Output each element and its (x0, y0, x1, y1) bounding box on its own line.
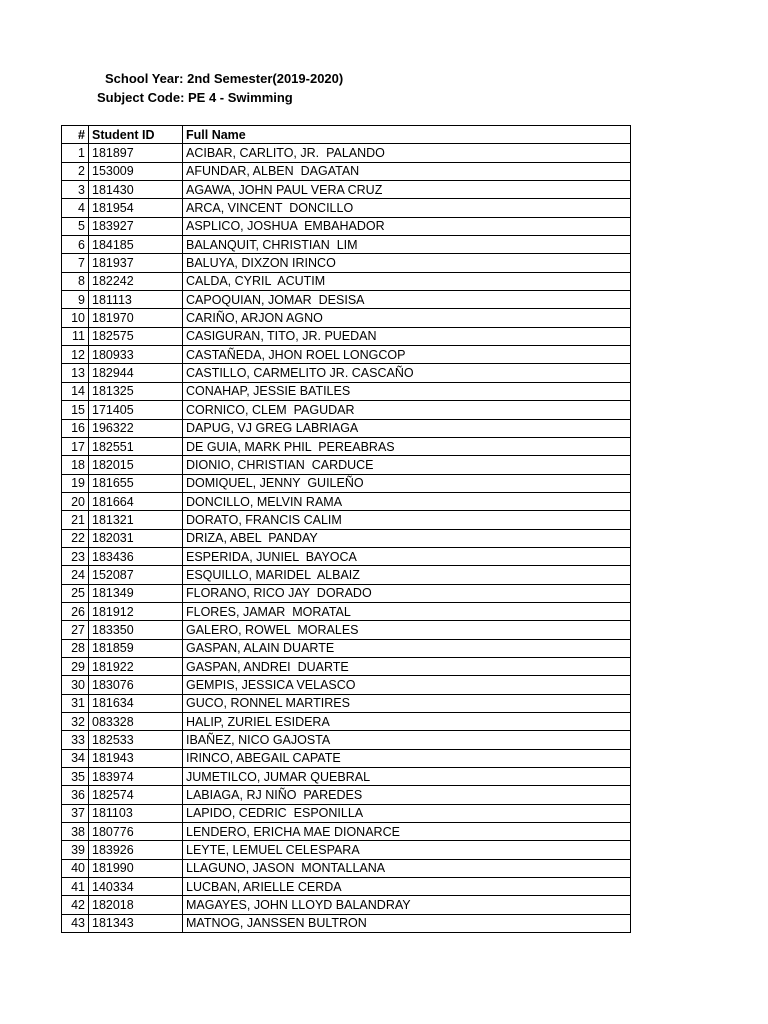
row-number-cell: 10 (62, 309, 89, 327)
table-row (62, 859, 631, 877)
row-number-cell: 12 (62, 346, 89, 364)
table-row (62, 547, 631, 565)
student-id-cell: 183350 (89, 621, 183, 639)
full-name-cell: DORATO, FRANCIS CALIM (183, 511, 631, 529)
school-year-heading: School Year: 2nd Semester(2019-2020) (105, 71, 344, 86)
student-id-cell: 182031 (89, 529, 183, 547)
row-number-cell: 19 (62, 474, 89, 492)
student-id-cell: 181897 (89, 144, 183, 162)
student-id-cell: 182533 (89, 731, 183, 749)
column-header-student-id: Student ID (89, 126, 183, 144)
row-number-cell: 34 (62, 749, 89, 767)
table-row (62, 382, 631, 400)
student-id-cell: 181349 (89, 584, 183, 602)
student-id-cell: 140334 (89, 878, 183, 896)
full-name-cell: ESPERIDA, JUNIEL BAYOCA (183, 547, 631, 565)
row-number-cell: 43 (62, 914, 89, 932)
full-name-cell: DAPUG, VJ GREG LABRIAGA (183, 419, 631, 437)
table-row (62, 768, 631, 786)
student-id-cell: 180776 (89, 823, 183, 841)
student-id-cell: 182015 (89, 456, 183, 474)
table-row (62, 566, 631, 584)
student-id-cell: 182018 (89, 896, 183, 914)
student-id-cell: 181990 (89, 859, 183, 877)
row-number-cell: 6 (62, 236, 89, 254)
table-row (62, 401, 631, 419)
full-name-cell: DOMIQUEL, JENNY GUILEÑO (183, 474, 631, 492)
table-row (62, 713, 631, 731)
full-name-cell: ASPLICO, JOSHUA EMBAHADOR (183, 217, 631, 235)
table-row (62, 236, 631, 254)
table-row (62, 199, 631, 217)
full-name-cell: CONAHAP, JESSIE BATILES (183, 382, 631, 400)
table-row (62, 694, 631, 712)
row-number-cell: 2 (62, 162, 89, 180)
student-id-cell: 182574 (89, 786, 183, 804)
subject-code-heading: Subject Code: PE 4 - Swimming (97, 90, 293, 105)
row-number-cell: 11 (62, 327, 89, 345)
full-name-cell: AFUNDAR, ALBEN DAGATAN (183, 162, 631, 180)
row-number-cell: 20 (62, 492, 89, 510)
row-number-cell: 42 (62, 896, 89, 914)
table-row (62, 584, 631, 602)
table-row (62, 181, 631, 199)
full-name-cell: AGAWA, JOHN PAUL VERA CRUZ (183, 181, 631, 199)
table-row (62, 346, 631, 364)
student-id-cell: 181655 (89, 474, 183, 492)
student-id-cell: 181634 (89, 694, 183, 712)
table-row (62, 456, 631, 474)
table-row (62, 437, 631, 455)
full-name-cell: LEYTE, LEMUEL CELESPARA (183, 841, 631, 859)
full-name-cell: CALDA, CYRIL ACUTIM (183, 272, 631, 290)
student-id-cell: 181912 (89, 602, 183, 620)
student-id-cell: 153009 (89, 162, 183, 180)
full-name-cell: GASPAN, ALAIN DUARTE (183, 639, 631, 657)
table-row (62, 419, 631, 437)
table-row (62, 786, 631, 804)
student-id-cell: 152087 (89, 566, 183, 584)
student-roster-table (61, 125, 631, 933)
student-id-cell: 181970 (89, 309, 183, 327)
table-row (62, 914, 631, 932)
full-name-cell: GEMPIS, JESSICA VELASCO (183, 676, 631, 694)
row-number-cell: 13 (62, 364, 89, 382)
row-number-cell: 15 (62, 401, 89, 419)
row-number-cell: 22 (62, 529, 89, 547)
row-number-cell: 29 (62, 657, 89, 675)
student-id-cell: 181664 (89, 492, 183, 510)
student-id-cell: 182944 (89, 364, 183, 382)
table-row (62, 804, 631, 822)
full-name-cell: GASPAN, ANDREI DUARTE (183, 657, 631, 675)
table-row (62, 823, 631, 841)
full-name-cell: MAGAYES, JOHN LLOYD BALANDRAY (183, 896, 631, 914)
student-id-cell: 183974 (89, 768, 183, 786)
student-id-cell: 181103 (89, 804, 183, 822)
row-number-cell: 30 (62, 676, 89, 694)
student-id-cell: 181430 (89, 181, 183, 199)
student-id-cell: 181922 (89, 657, 183, 675)
table-row (62, 511, 631, 529)
row-number-cell: 35 (62, 768, 89, 786)
student-id-cell: 181321 (89, 511, 183, 529)
student-id-cell: 181859 (89, 639, 183, 657)
row-number-cell: 4 (62, 199, 89, 217)
full-name-cell: DE GUIA, MARK PHIL PEREABRAS (183, 437, 631, 455)
table-body (62, 144, 631, 933)
student-id-cell: 180933 (89, 346, 183, 364)
table-row (62, 676, 631, 694)
student-id-cell: 181343 (89, 914, 183, 932)
full-name-cell: JUMETILCO, JUMAR QUEBRAL (183, 768, 631, 786)
full-name-cell: DONCILLO, MELVIN RAMA (183, 492, 631, 510)
table-row (62, 749, 631, 767)
table-row (62, 492, 631, 510)
full-name-cell: CORNICO, CLEM PAGUDAR (183, 401, 631, 419)
row-number-cell: 16 (62, 419, 89, 437)
row-number-cell: 18 (62, 456, 89, 474)
row-number-cell: 36 (62, 786, 89, 804)
row-number-cell: 33 (62, 731, 89, 749)
row-number-cell: 38 (62, 823, 89, 841)
column-header-number: # (62, 126, 89, 144)
full-name-cell: DRIZA, ABEL PANDAY (183, 529, 631, 547)
row-number-cell: 32 (62, 713, 89, 731)
student-id-cell: 083328 (89, 713, 183, 731)
table-row (62, 327, 631, 345)
student-id-cell: 182575 (89, 327, 183, 345)
full-name-cell: CASIGURAN, TITO, JR. PUEDAN (183, 327, 631, 345)
student-id-cell: 181937 (89, 254, 183, 272)
student-id-cell: 181943 (89, 749, 183, 767)
student-id-cell: 183436 (89, 547, 183, 565)
full-name-cell: BALUYA, DIXZON IRINCO (183, 254, 631, 272)
full-name-cell: LUCBAN, ARIELLE CERDA (183, 878, 631, 896)
student-id-cell: 182551 (89, 437, 183, 455)
full-name-cell: LABIAGA, RJ NIÑO PAREDES (183, 786, 631, 804)
table-row (62, 602, 631, 620)
row-number-cell: 21 (62, 511, 89, 529)
row-number-cell: 3 (62, 181, 89, 199)
student-id-cell: 183076 (89, 676, 183, 694)
full-name-cell: MATNOG, JANSSEN BULTRON (183, 914, 631, 932)
full-name-cell: GUCO, RONNEL MARTIRES (183, 694, 631, 712)
table-row (62, 731, 631, 749)
full-name-cell: BALANQUIT, CHRISTIAN LIM (183, 236, 631, 254)
student-id-cell: 184185 (89, 236, 183, 254)
full-name-cell: DIONIO, CHRISTIAN CARDUCE (183, 456, 631, 474)
full-name-cell: IRINCO, ABEGAIL CAPATE (183, 749, 631, 767)
full-name-cell: HALIP, ZURIEL ESIDERA (183, 713, 631, 731)
row-number-cell: 5 (62, 217, 89, 235)
row-number-cell: 28 (62, 639, 89, 657)
row-number-cell: 8 (62, 272, 89, 290)
table-row (62, 639, 631, 657)
row-number-cell: 17 (62, 437, 89, 455)
row-number-cell: 40 (62, 859, 89, 877)
student-id-cell: 183926 (89, 841, 183, 859)
full-name-cell: LAPIDO, CEDRIC ESPONILLA (183, 804, 631, 822)
row-number-cell: 41 (62, 878, 89, 896)
full-name-cell: GALERO, ROWEL MORALES (183, 621, 631, 639)
table-row (62, 272, 631, 290)
column-header-full-name: Full Name (183, 126, 631, 144)
table-row (62, 162, 631, 180)
full-name-cell: CARIÑO, ARJON AGNO (183, 309, 631, 327)
table-row (62, 841, 631, 859)
full-name-cell: ACIBAR, CARLITO, JR. PALANDO (183, 144, 631, 162)
student-id-cell: 181954 (89, 199, 183, 217)
row-number-cell: 26 (62, 602, 89, 620)
table-row (62, 309, 631, 327)
full-name-cell: CASTAÑEDA, JHON ROEL LONGCOP (183, 346, 631, 364)
row-number-cell: 39 (62, 841, 89, 859)
row-number-cell: 1 (62, 144, 89, 162)
table-row (62, 621, 631, 639)
row-number-cell: 7 (62, 254, 89, 272)
row-number-cell: 23 (62, 547, 89, 565)
full-name-cell: LLAGUNO, JASON MONTALLANA (183, 859, 631, 877)
table-row (62, 474, 631, 492)
full-name-cell: FLORANO, RICO JAY DORADO (183, 584, 631, 602)
student-id-cell: 181113 (89, 291, 183, 309)
row-number-cell: 24 (62, 566, 89, 584)
full-name-cell: IBAÑEZ, NICO GAJOSTA (183, 731, 631, 749)
table-row (62, 291, 631, 309)
row-number-cell: 14 (62, 382, 89, 400)
full-name-cell: CAPOQUIAN, JOMAR DESISA (183, 291, 631, 309)
full-name-cell: ESQUILLO, MARIDEL ALBAIZ (183, 566, 631, 584)
row-number-cell: 37 (62, 804, 89, 822)
table-row (62, 217, 631, 235)
table-row (62, 657, 631, 675)
table-row (62, 529, 631, 547)
student-id-cell: 196322 (89, 419, 183, 437)
student-id-cell: 182242 (89, 272, 183, 290)
full-name-cell: FLORES, JAMAR MORATAL (183, 602, 631, 620)
row-number-cell: 9 (62, 291, 89, 309)
row-number-cell: 31 (62, 694, 89, 712)
student-id-cell: 171405 (89, 401, 183, 419)
table-row (62, 364, 631, 382)
row-number-cell: 25 (62, 584, 89, 602)
full-name-cell: LENDERO, ERICHA MAE DIONARCE (183, 823, 631, 841)
full-name-cell: ARCA, VINCENT DONCILLO (183, 199, 631, 217)
full-name-cell: CASTILLO, CARMELITO JR. CASCAÑO (183, 364, 631, 382)
row-number-cell: 27 (62, 621, 89, 639)
student-id-cell: 183927 (89, 217, 183, 235)
table-row (62, 144, 631, 162)
table-row (62, 878, 631, 896)
table-row (62, 896, 631, 914)
table-row (62, 254, 631, 272)
student-id-cell: 181325 (89, 382, 183, 400)
table-header-row (62, 126, 631, 144)
